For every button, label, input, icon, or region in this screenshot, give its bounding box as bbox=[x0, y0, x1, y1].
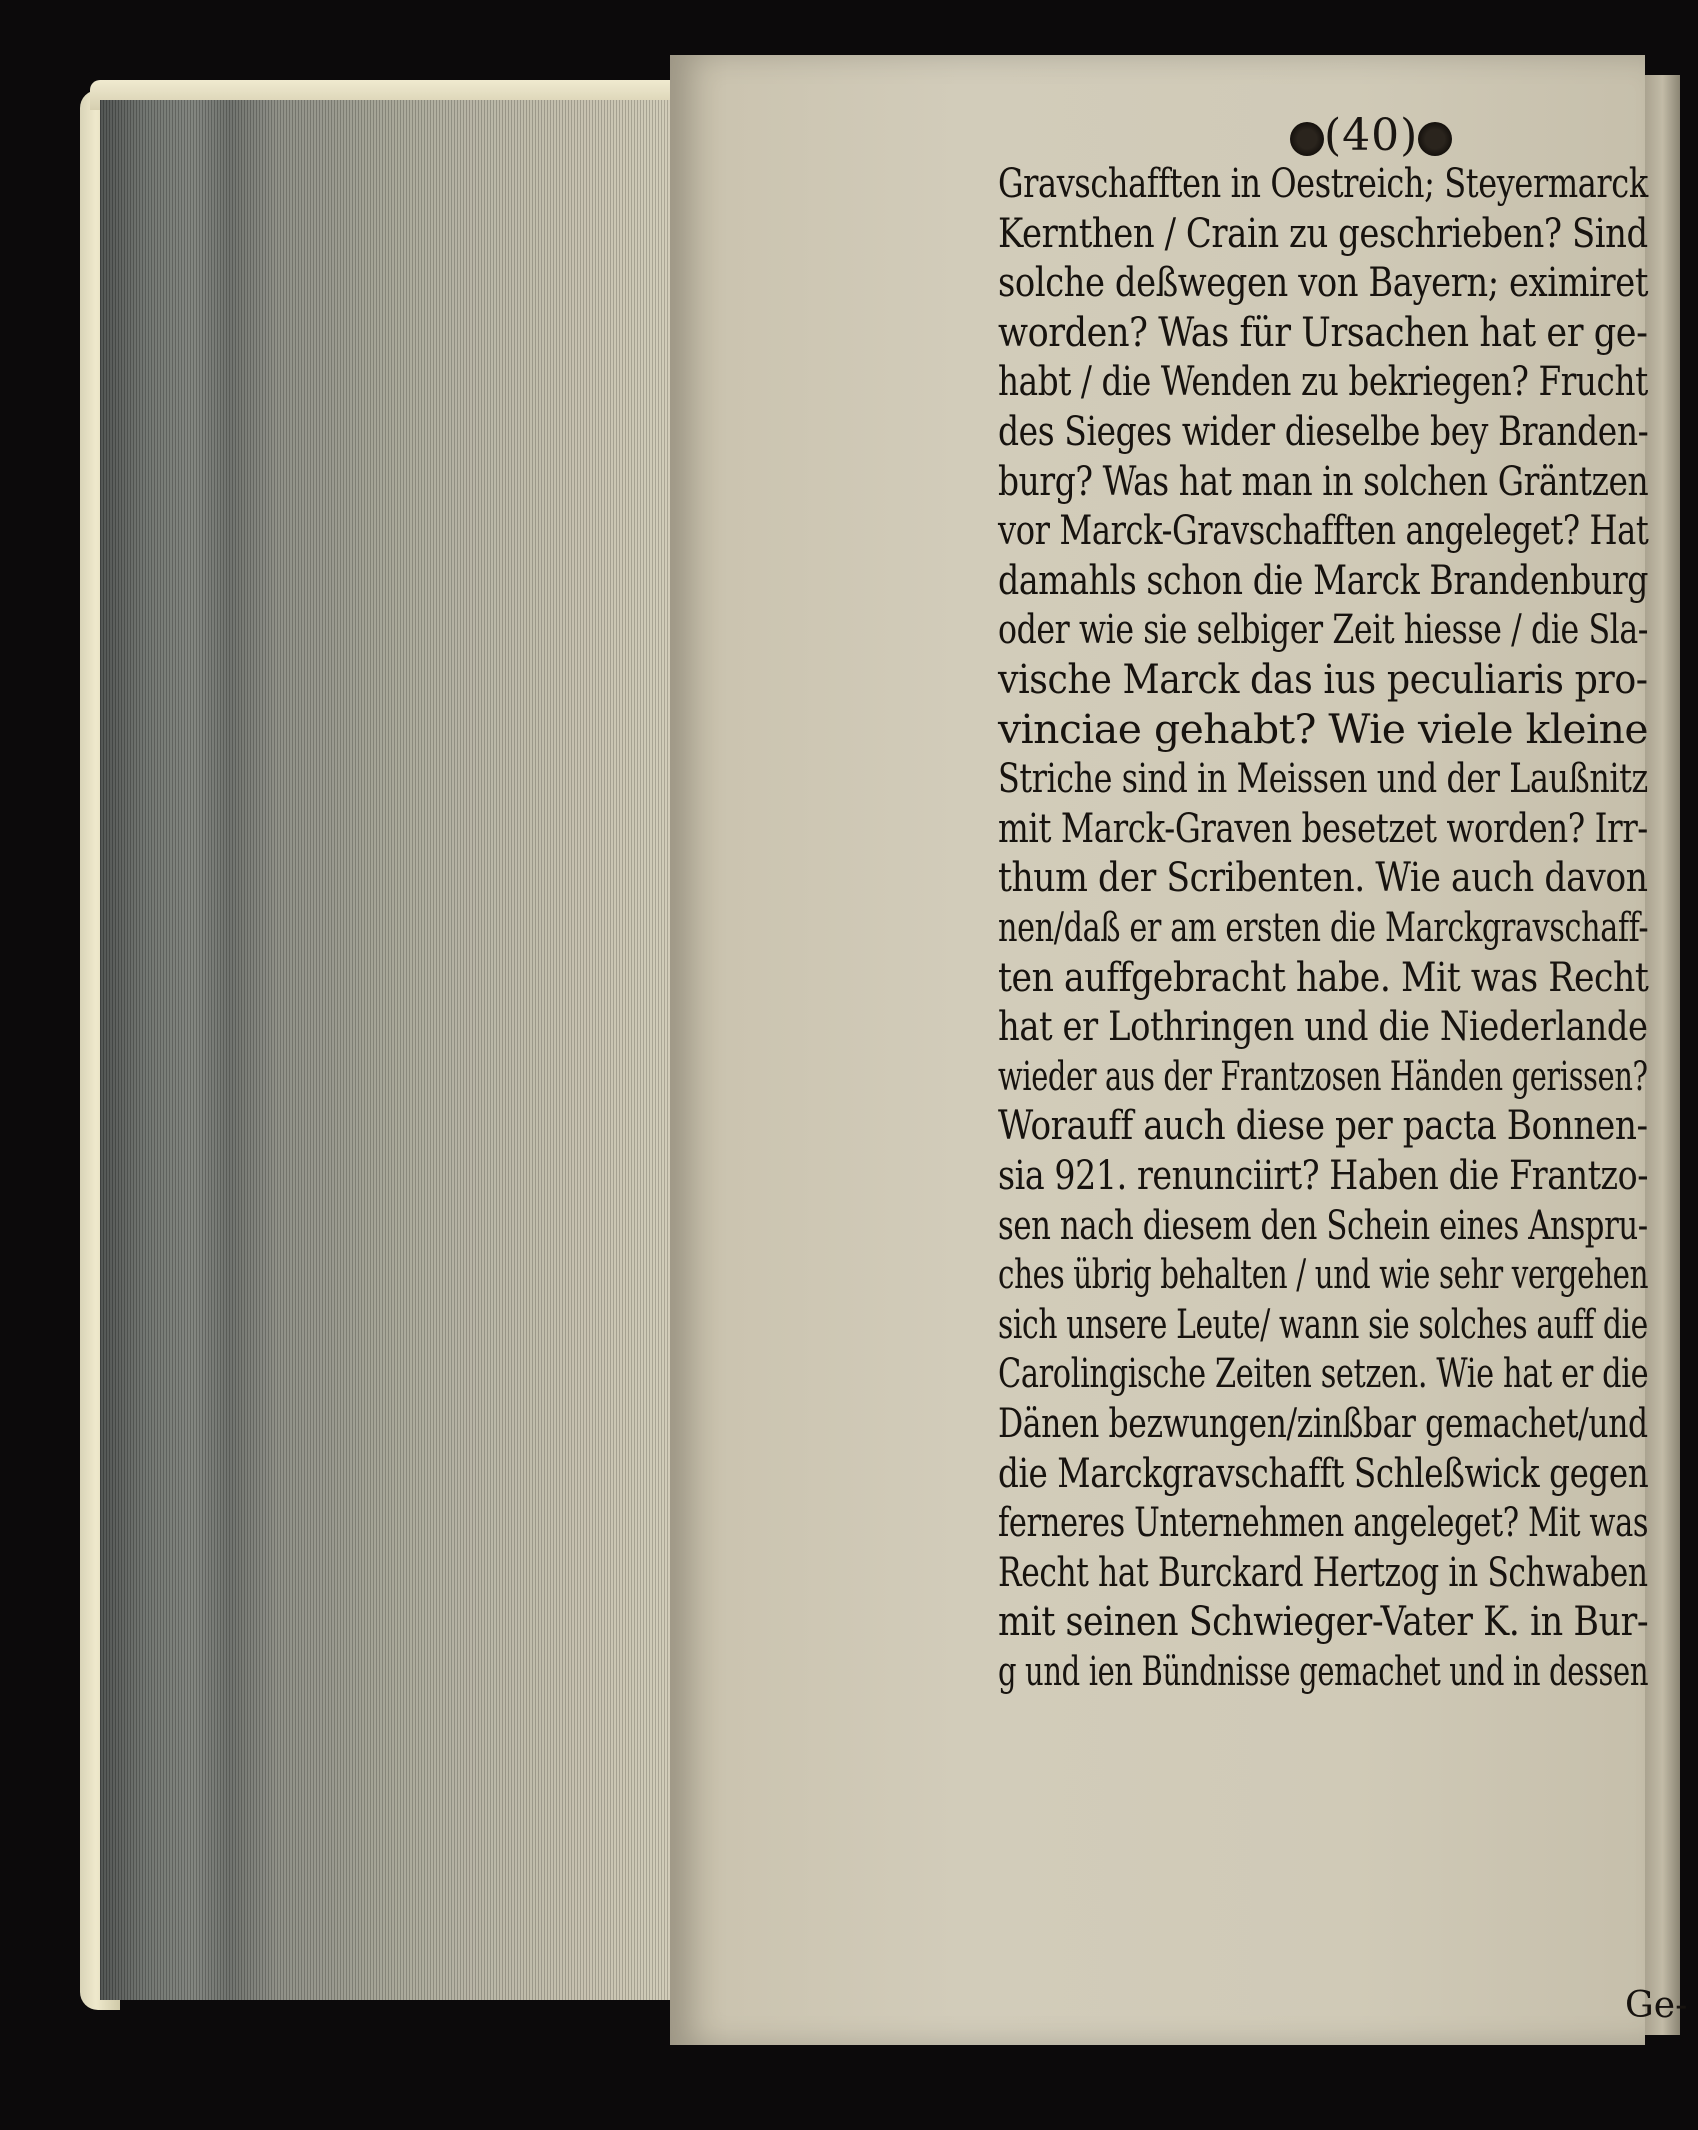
text-line: vische Marck das ius peculiaris pro- bbox=[998, 657, 1648, 703]
text-line: Gravschafften in Oestreich; Steyermarck bbox=[998, 161, 1648, 207]
text-line: Carolingische Zeiten setzen. Wie hat er die bbox=[998, 1351, 1649, 1398]
text-line: hat er Lothringen und die Niederlande bbox=[998, 1004, 1648, 1051]
catchword: Ge- bbox=[1625, 1985, 1688, 2026]
text-line: sen nach diesem den Schein eines Anspru- bbox=[998, 1202, 1648, 1249]
text-line: Kernthen / Crain zu geschrieben? Sind bbox=[998, 210, 1648, 257]
text-line: sich unsere Leute/ wann sie solches auff die bbox=[998, 1301, 1648, 1348]
text-line: sia 921. renunciirt? Haben die Frantzo- bbox=[998, 1153, 1649, 1199]
text-line: Worauff auch diese per pacta Bonnen- bbox=[998, 1103, 1648, 1150]
next-page-edge bbox=[1645, 75, 1680, 2035]
text-line: worden? Was für Ursachen hat er ge- bbox=[998, 309, 1648, 356]
text-line: ches übrig behalten / und wie sehr vergehen bbox=[998, 1252, 1649, 1299]
text-line: Striche sind in Meissen und der Laußnitz bbox=[998, 756, 1648, 803]
text-line: die Marckgravschafft Schleßwick gegen bbox=[998, 1450, 1649, 1497]
text-line: ten auffgebracht habe. Mit was Recht bbox=[998, 954, 1649, 1001]
text-line: vor Marck-Gravschafften angeleget? Hat bbox=[998, 508, 1649, 555]
text-line: des Sieges wider dieselbe bey Branden- bbox=[998, 409, 1649, 455]
text-line: habt / die Wenden zu bekriegen? Frucht bbox=[998, 359, 1648, 406]
text-line: burg? Was hat man in solchen Gräntzen bbox=[998, 458, 1649, 505]
page-number bbox=[1290, 110, 1452, 161]
text-line: Dänen bezwungen/zinßbar gemachet/und bbox=[998, 1401, 1648, 1447]
text-line: ferneres Unternehmen angeleget? Mit was bbox=[998, 1500, 1649, 1547]
page-number-text: (40) bbox=[1324, 110, 1419, 161]
text-line: thum der Scribenten. Wie auch davon bbox=[998, 855, 1648, 902]
text-line: oder wie sie selbiger Zeit hiesse / die Sla- bbox=[998, 607, 1649, 654]
ornament-icon bbox=[1418, 122, 1452, 156]
page-block-edges bbox=[100, 100, 690, 2000]
text-line: nen/daß er am ersten die Marckgravschaff- bbox=[998, 905, 1649, 951]
text-line: Recht hat Burckard Hertzog in Schwaben bbox=[998, 1549, 1648, 1596]
ornament-icon bbox=[1290, 122, 1324, 156]
text-line: vinciae gehabt? Wie viele kleine bbox=[998, 706, 1649, 753]
text-line: wieder aus der Frantzosen Händen gerissen? bbox=[998, 1053, 1648, 1100]
text-line: g und ien Bündnisse gemachet und in dessen bbox=[998, 1649, 1649, 1695]
text-line: mit Marck-Graven besetzet worden? Irr- bbox=[998, 805, 1648, 852]
text-line: solche deßwegen von Bayern; eximiret bbox=[998, 260, 1648, 307]
text-line: damahls schon die Marck Brandenburg bbox=[998, 557, 1649, 604]
text-line: mit seinen Schwieger-Vater K. in Bur- bbox=[998, 1599, 1649, 1646]
